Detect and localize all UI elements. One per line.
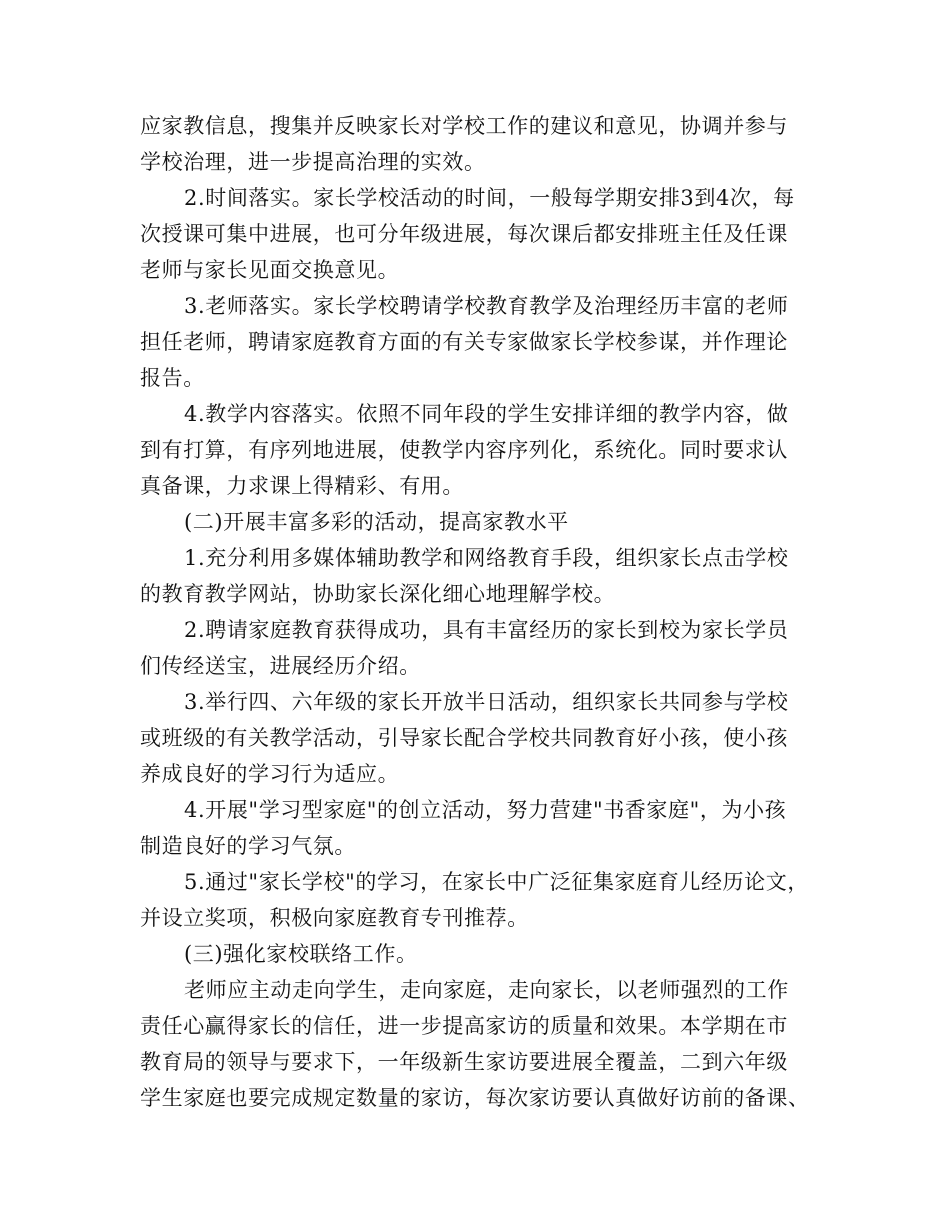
text-line: 报告。: [140, 366, 205, 390]
document-body: [140, 108, 820, 1116]
text-line: 学生家庭也要完成规定数量的家访，每次家访要认真做好访前的备课、: [140, 1086, 810, 1110]
section-heading: (三)强化家校联络工作。: [184, 942, 418, 966]
text-line: 5.通过"家长学校"的学习，在家长中广泛征集家庭育儿经历论文，: [184, 870, 809, 894]
text-line: 或班级的有关教学活动，引导家长配合学校共同教育好小孩，使小孩: [140, 726, 788, 750]
text-line: 责任心赢得家长的信任，进一步提高家访的质量和效果。本学期在市: [140, 1014, 788, 1038]
text-line: 4.开展"学习型家庭"的创立活动，努力营建"书香家庭"，为小孩: [184, 798, 787, 822]
text-line: 应家教信息，搜集并反映家长对学校工作的建议和意见，协调并参与: [140, 114, 788, 138]
text-line: 4.教学内容落实。依照不同年段的学生安排详细的教学内容，做: [184, 402, 789, 426]
text-line: 次授课可集中进展，也可分年级进展，每次课后都安排班主任及任课: [140, 222, 788, 246]
text-line: 担任老师，聘请家庭教育方面的有关专家做家长学校参谋，并作理论: [140, 330, 788, 354]
text-line: 的教育教学网站，协助家长深化细心地理解学校。: [140, 582, 616, 606]
text-line: 养成良好的学习行为适应。: [140, 762, 400, 786]
text-line: 学校治理，进一步提高治理的实效。: [140, 150, 486, 174]
text-line: 到有打算，有序列地进展，使教学内容序列化，系统化。同时要求认: [140, 438, 788, 462]
text-line: 教育局的领导与要求下，一年级新生家访要进展全覆盖，二到六年级: [140, 1050, 788, 1074]
text-line: 3.举行四、六年级的家长开放半日活动，组织家长共同参与学校: [184, 690, 789, 714]
text-line: 2.时间落实。家长学校活动的时间，一般每学期安排3到4次，每: [184, 186, 795, 210]
text-line: 真备课，力求课上得精彩、有用。: [140, 474, 464, 498]
text-line: 2.聘请家庭教育获得成功，具有丰富经历的家长到校为家长学员: [184, 618, 789, 642]
text-line: 们传经送宝，进展经历介绍。: [140, 654, 421, 678]
text-line: 3.老师落实。家长学校聘请学校教育教学及治理经历丰富的老师: [184, 294, 789, 318]
text-line: 老师应主动走向学生，走向家庭，走向家长，以老师强烈的工作: [184, 978, 789, 1002]
text-line: 并设立奖项，积极向家庭教育专刊推荐。: [140, 906, 529, 930]
section-heading: (二)开展丰富多彩的活动，提高家教水平: [184, 510, 569, 534]
text-line: 制造良好的学习气氛。: [140, 834, 356, 858]
text-line: 老师与家长见面交换意见。: [140, 258, 400, 282]
text-line: 1.充分利用多媒体辅助教学和网络教育手段，组织家长点击学校: [184, 546, 789, 570]
